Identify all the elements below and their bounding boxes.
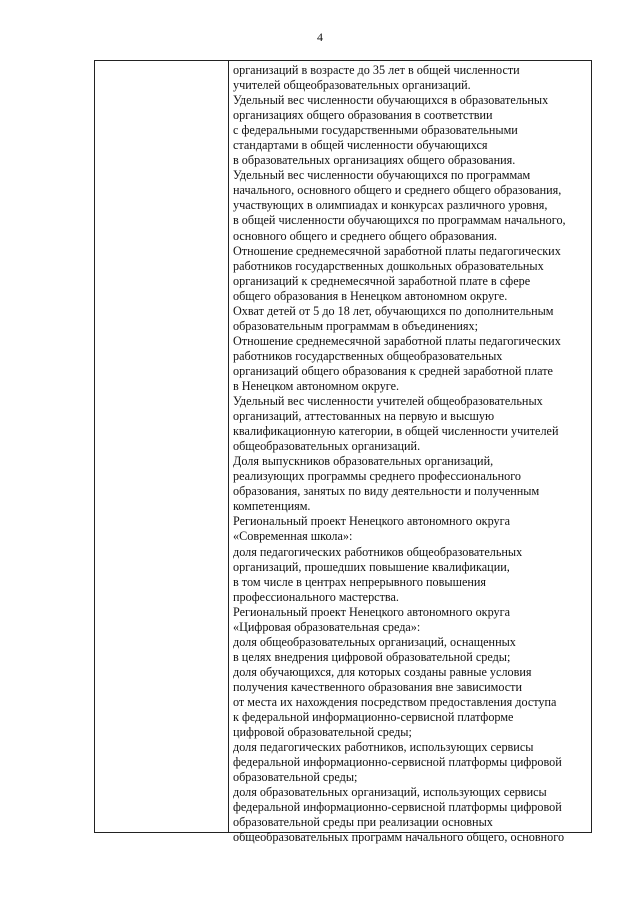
text-line: Удельный вес численности обучающихся по программам: [233, 168, 531, 183]
text-line: образовательной среды при реализации основных: [233, 815, 493, 830]
text-line: организаций к среднемесячной заработной плате в сфере: [233, 273, 531, 288]
table-right-cell: [229, 61, 591, 845]
text-line: общеобразовательных организаций.: [233, 439, 421, 454]
text-line: компетенциям.: [233, 499, 311, 514]
text-line: стандартами в общей численности обучающихся: [233, 138, 488, 153]
text-line: участвующих в олимпиадах и конкурсах различного уровня,: [233, 198, 548, 213]
text-line: цифровой образовательной среды;: [233, 725, 412, 740]
text-line: организаций в возрасте до 35 лет в общей численности: [233, 63, 520, 77]
text-line: организаций, прошедших повышение квалификации,: [233, 559, 510, 574]
text-line: доля педагогических работников, использующих сервисы: [233, 740, 534, 755]
text-line: работников государственных общеобразовательных: [233, 348, 503, 363]
text-line: Охват детей от 5 до 18 лет, обучающихся по дополнительным: [233, 303, 554, 318]
text-line: с федеральными государственными образовательными: [233, 123, 518, 138]
text-line: в том числе в центрах непрерывного повышения: [233, 574, 487, 589]
text-line: образования, занятых по виду деятельности и полученным: [233, 484, 540, 499]
text-line: работников государственных дошкольных образовательных: [233, 258, 544, 273]
text-line: в Ненецком автономном округе.: [233, 378, 400, 393]
text-line: квалификационную категории, в общей численности учителей: [233, 424, 559, 439]
text-line: организаций общего образования к средней заработной плате: [233, 363, 553, 378]
text-line: доля общеобразовательных организаций, оснащенных: [233, 634, 516, 649]
text-line: Доля выпускников образовательных организаций,: [233, 454, 494, 469]
text-line: образовательной среды;: [233, 770, 358, 785]
text-line: доля педагогических работников общеобразовательных: [233, 544, 523, 559]
text-line: федеральной информационно-сервисной платформы цифровой: [233, 800, 562, 815]
text-line: реализующих программы среднего профессионального: [233, 469, 522, 484]
text-line: к федеральной информационно-сервисной платформе: [233, 710, 514, 725]
text-line: Региональный проект Ненецкого автономного округа: [233, 604, 511, 619]
text-line: от места их нахождения посредством предоставления доступа: [233, 694, 557, 709]
text-line: Региональный проект Ненецкого автономного округа: [233, 514, 511, 529]
text-line: «Цифровая образовательная среда»:: [233, 619, 421, 634]
text-line: Удельный вес численности учителей общеобразовательных: [233, 394, 543, 409]
text-line: Отношение среднемесячной заработной платы педагогических: [233, 243, 561, 258]
text-line: Отношение среднемесячной заработной платы педагогических: [233, 333, 561, 348]
text-line: общего образования в Ненецком автономном округе.: [233, 288, 508, 303]
table-left-cell: [95, 61, 229, 832]
text-line: образовательным программам в объединениях;: [233, 318, 479, 333]
document-table: [94, 60, 592, 845]
text-line: федеральной информационно-сервисной платформы цифровой: [233, 755, 562, 770]
text-line: получения качественного образования вне зависимости: [233, 679, 523, 694]
text-line: «Современная школа»:: [233, 529, 353, 544]
text-line: организациях общего образования в соответствии: [233, 108, 493, 123]
text-line: учителей общеобразовательных организаций.: [233, 78, 471, 93]
text-line: в целях внедрения цифровой образовательной среды;: [233, 649, 511, 664]
text-line: профессионального мастерства.: [233, 589, 399, 604]
text-line: в общей численности обучающихся по программам начального,: [233, 213, 566, 228]
text-line: доля образовательных организаций, использующих сервисы: [233, 785, 547, 800]
text-line: доля обучающихся, для которых созданы равные условия: [233, 664, 532, 679]
text-line: организаций, аттестованных на первую и высшую: [233, 409, 495, 424]
page-number: 4: [317, 30, 323, 44]
text-line: общеобразовательных программ начального общего, основного: [233, 830, 565, 845]
text-line: основного общего и среднего общего образования.: [233, 228, 498, 243]
text-line: начального, основного общего и среднего общего образования,: [233, 183, 562, 198]
text-line: в образовательных организациях общего образования.: [233, 153, 516, 168]
text-line: Удельный вес численности обучающихся в образовательных: [233, 93, 549, 108]
